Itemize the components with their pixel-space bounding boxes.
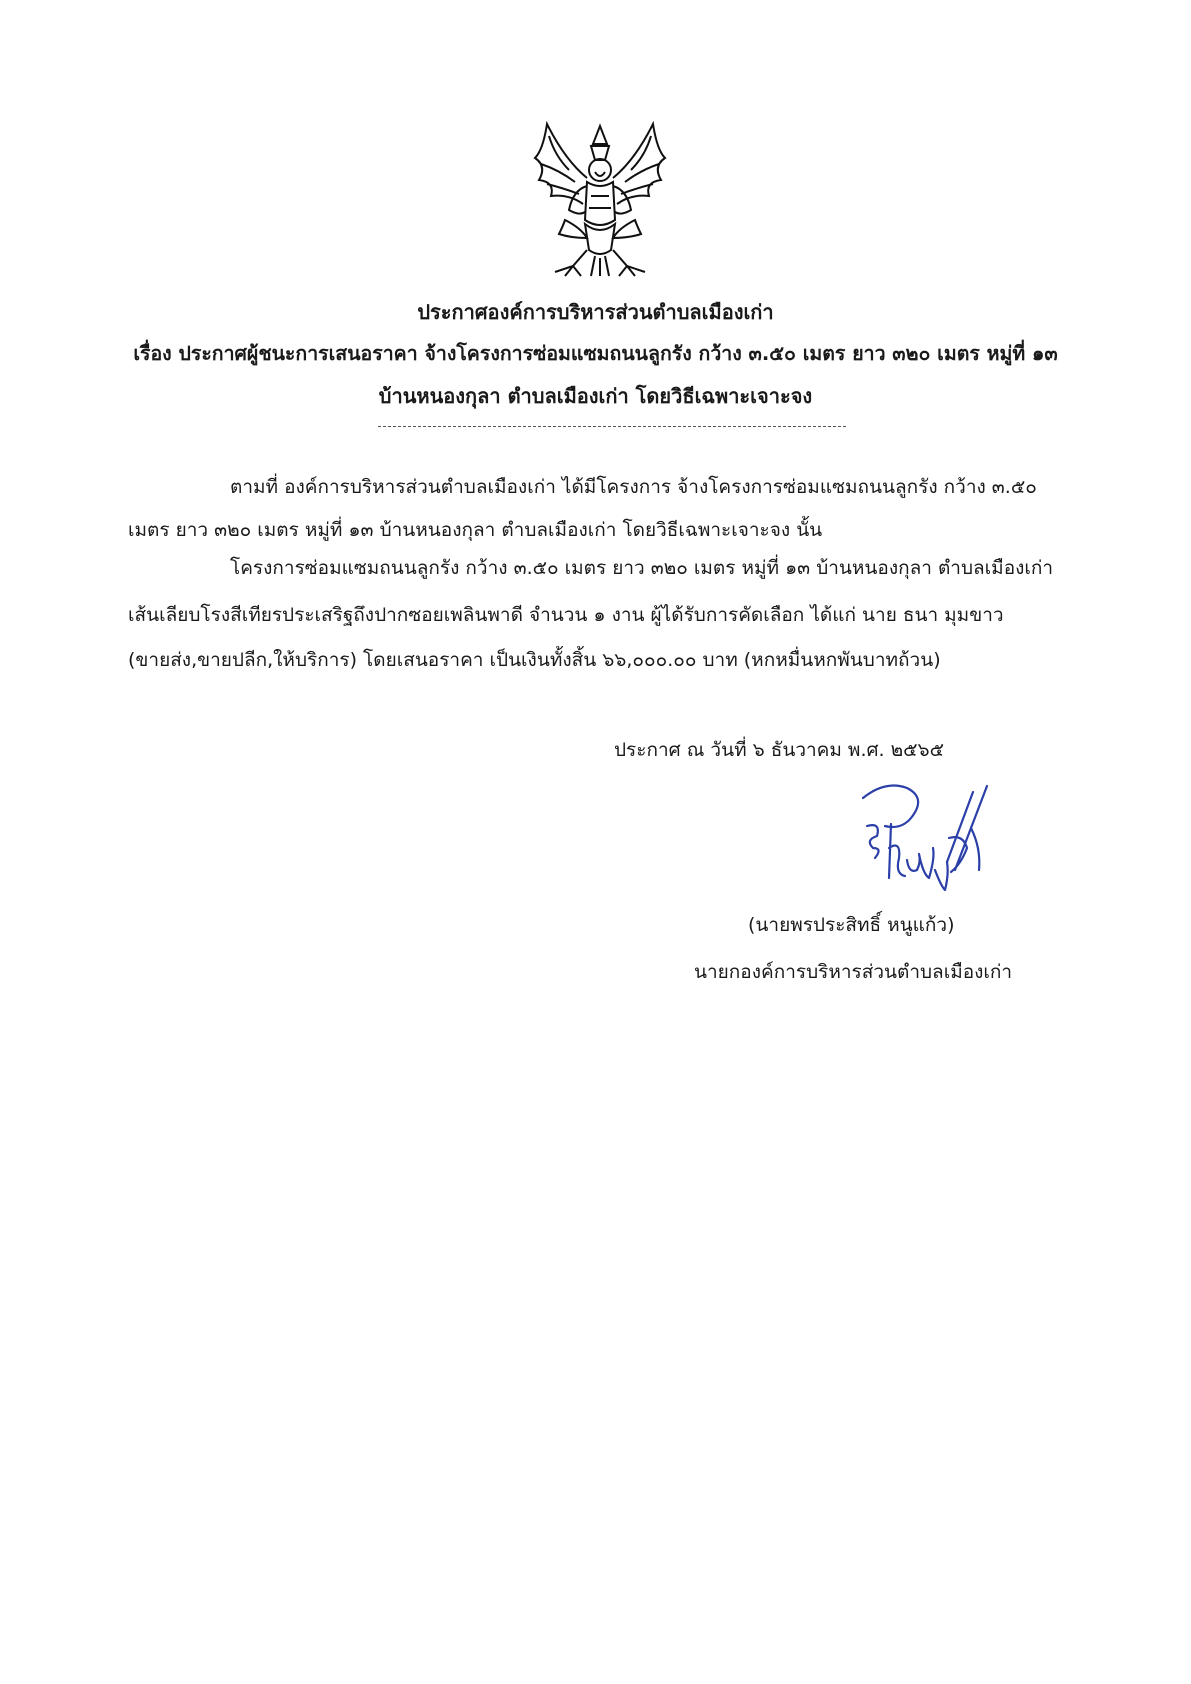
body-paragraph-1-line-1: ตามที่ องค์การบริหารส่วนตำบลเมืองเก่า ได้มีโครงการ จ้างโครงการซ่อมแซมถนนลูกรัง กว้าง ๓.๕๐ <box>230 476 1037 498</box>
announcement-date: ประกาศ ณ วันที่ ๖ ธันวาคม พ.ศ. ๒๕๖๕ <box>614 739 944 761</box>
body-paragraph-2-line-3: (ขายส่ง,ขายปลีก,ให้บริการ) โดยเสนอราคา เป็นเงินทั้งสิ้น ๖๖,๐๐๐.๐๐ บาท (หกหมื่นหกพันบาทถ้วน) <box>128 649 941 671</box>
body-paragraph-1-line-2: เมตร ยาว ๓๒๐ เมตร หมู่ที่ ๑๓ บ้านหนองกุลา ตำบลเมืองเก่า โดยวิธีเฉพาะเจาะจง นั้น <box>128 519 823 541</box>
signature-icon <box>855 778 995 893</box>
body-paragraph-2-line-1: โครงการซ่อมแซมถนนลูกรัง กว้าง ๓.๕๐ เมตร ยาว ๓๒๐ เมตร หมู่ที่ ๑๓ บ้านหนองกุลา ตำบลเมืองเก่า <box>230 557 1054 579</box>
announcement-subject: เรื่อง ประกาศผู้ชนะการเสนอราคา จ้างโครงการซ่อมแซมถนนลูกรัง กว้าง ๓.๕๐ เมตร ยาว ๓๒๐ เมตร หมู่ที่ ๑๓ <box>133 342 1058 365</box>
garuda-emblem-icon <box>525 120 675 278</box>
announcement-subject-continued: บ้านหนองกุลา ตำบลเมืองเก่า โดยวิธีเฉพาะเจาะจง <box>378 384 813 408</box>
announcement-heading: ประกาศองค์การบริหารส่วนตำบลเมืองเก่า <box>417 300 774 324</box>
heading-divider <box>378 426 846 427</box>
body-paragraph-2-line-2: เส้นเลียบโรงสีเทียรประเสริฐถึงปากซอยเพลินพาดี จำนวน ๑ งาน ผู้ได้รับการคัดเลือก ได้แก่ นาย ธนา มุมขาว <box>128 604 1004 626</box>
signer-position: นายกองค์การบริหารส่วนตำบลเมืองเก่า <box>694 961 1013 983</box>
signer-name: (นายพรประสิทธิ์ หนูแก้ว) <box>748 914 955 936</box>
